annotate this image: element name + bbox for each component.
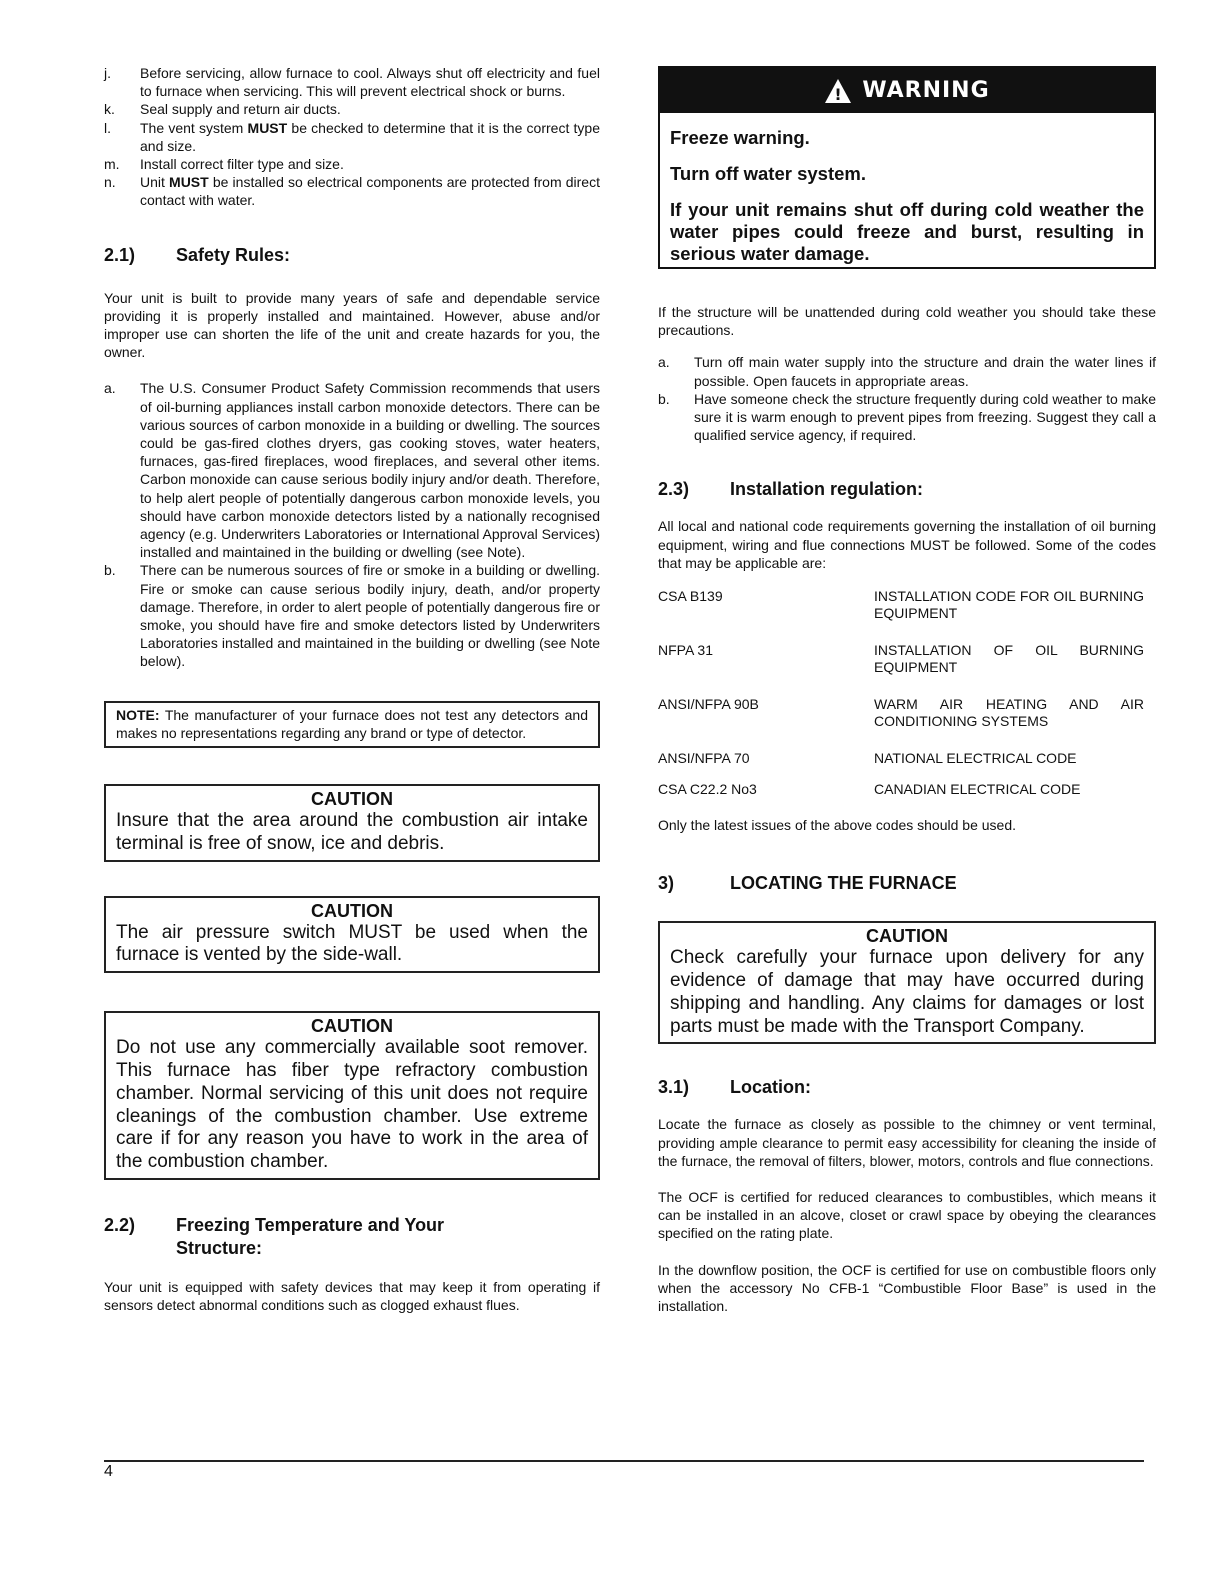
caution-box-delivery: CAUTION Check carefully your furnace upon delivery for any evidence of damage that may have occurred during shipping and handling. Any claims for damages or lost parts must be made with the Transport Company.: [658, 921, 1156, 1044]
table-row: NFPA 31 INSTALLATION OF OIL BURNING EQUIPMENT: [658, 642, 1144, 676]
page-number: 4: [104, 1463, 113, 1480]
list-item: a. The U.S. Consumer Product Safety Commission recommends that users of oil-burning appliances install carbon monoxide detectors. There can be various sources of carbon monoxide in a building or dwelling. The sources could be gas-fired clothes dryers, gas cooking stoves, water heaters, furnaces, gas-fired fireplaces, wood fireplaces, and several other items. Carbon monoxide can cause serious bodily injury and/or death. Therefore, to help alert people of potentially dangerous carbon monoxide levels, you should have carbon monoxide detectors listed by a nationally recognised agency (e.g. Underwriters Laboratories or International Approval Services) installed and maintained in the building or dwelling (see Note).: [104, 380, 600, 561]
location-paragraph: The OCF is certified for reduced clearances to combustibles, which means it can be installed in an alcove, closet or crawl space by obeying the clearances specified on the rating plate.: [658, 1189, 1156, 1242]
list-item: l. The vent system MUST be checked to determine that it is the correct type and size.: [104, 119, 601, 154]
locating-heading: 3) LOCATING THE FURNACE: [658, 873, 957, 894]
list-item: b. There can be numerous sources of fire or smoke in a building or dwelling. Fire or smoke can cause serious bodily injury, death, and/or property damage. Therefore, in order to alert people of potentially dangerous fire or smoke, you should have fire and smoke detectors listed by Underwriters Laboratories installed and maintained in the building or dwelling (see Note below).: [104, 562, 600, 670]
cold-weather-intro: If the structure will be unattended during cold weather you should take these precautions.: [658, 304, 1156, 339]
caution-box-intake: CAUTION Insure that the area around the combustion air intake terminal is free of snow, ice and debris.: [104, 784, 600, 862]
warning-triangle-icon: [824, 78, 852, 104]
safety-rules-heading: 2.1) Safety Rules:: [104, 244, 291, 265]
list-item: m. Install correct filter type and size.: [104, 156, 344, 173]
table-row: ANSI/NFPA 70 NATIONAL ELECTRICAL CODE: [658, 750, 1077, 767]
caution-box-soot-remover: CAUTION Do not use any commercially available soot remover. This furnace has fiber type refractory combustion chamber. Normal servicing of this unit does not require cleanings of the combustion chamber. Use extreme care if for any reason you have to work in the area of the combustion chamber.: [104, 1011, 600, 1180]
list-item: b. Have someone check the structure frequently during cold weather to make sure it is warm enough to prevent pipes from freezing. Suggest they call a qualified service agency, if required.: [658, 390, 1156, 444]
top-list: [104, 64, 600, 210]
warning-banner: [660, 68, 1154, 113]
installation-heading: 2.3) Installation regulation:: [658, 479, 924, 500]
table-row: CSA B139 INSTALLATION CODE FOR OIL BURNING EQUIPMENT: [658, 588, 1144, 622]
warning-exclamation-glyph: !: [834, 84, 842, 104]
location-heading: 3.1) Location:: [658, 1077, 811, 1098]
list-item: a. Turn off main water supply into the structure and drain the water lines if possible. Open faucets in appropriate areas.: [658, 354, 1156, 389]
freezing-heading: 2.2) Freezing Temperature and Your Structure:: [104, 1215, 445, 1259]
warning-label: WARNING: [862, 78, 990, 103]
caution-box-pressure-switch: CAUTION The air pressure switch MUST be used when the furnace is vented by the side-wall.: [104, 896, 600, 974]
location-paragraph: In the downflow position, the OCF is certified for use on combustible floors only when the accessory No CFB-1 “Combustible Floor Base” is used in the installation.: [658, 1261, 1156, 1315]
location-paragraph: Locate the furnace as closely as possible to the chimney or vent terminal, providing ample clearance to permit easy accessibility for cleaning the inside of the furnace, the removal of filters, blower, motors, controls and flue connections.: [658, 1116, 1156, 1169]
installation-text: All local and national code requirements governing the installation of oil burning equipment, wiring and flue connections MUST be followed. Some of the codes that may be applicable are:: [658, 518, 1156, 571]
left-column: [104, 64, 600, 1314]
list-item: j. Before servicing, allow furnace to cool. Always shut off electricity and fuel to furnace when servicing. This will prevent electrical shock or burns.: [104, 65, 600, 100]
safety-list: [104, 379, 600, 670]
note-label: NOTE:: [116, 706, 160, 723]
right-column: [658, 66, 1156, 1315]
codes-table: [658, 588, 1144, 798]
table-row: ANSI/NFPA 90B WARM AIR HEATING AND AIR CONDITIONING SYSTEMS: [658, 696, 1144, 730]
codes-note: Only the latest issues of the above codes should be used.: [658, 817, 1017, 834]
safety-intro: Your unit is built to provide many years of safe and dependable service providing it is properly installed and maintained. However, abuse and/or improper use can shorten the life of the unit and create hazards for you, the owner.: [104, 289, 600, 361]
freeze-warning-box: [658, 66, 1156, 269]
warning-body: Freeze warning. Turn off water system. If your unit remains shut off during cold weather the water pipes could freeze and burst, resulting in serious water damage.: [670, 127, 1144, 264]
cold-weather-list: [658, 353, 1156, 444]
note-box: NOTE: The manufacturer of your furnace does not test any detectors and makes no representations regarding any brand or type of detector.: [104, 701, 600, 748]
list-item: n. Unit MUST be installed so electrical components are protected from direct contact with water.: [104, 174, 600, 209]
footer-divider: [104, 1460, 1144, 1462]
freezing-text: Your unit is equipped with safety devices that may keep it from operating if sensors detect abnormal conditions such as clogged exhaust flues.: [104, 1279, 600, 1314]
table-row: CSA C22.2 No3 CANADIAN ELECTRICAL CODE: [658, 781, 1081, 798]
list-item: k. Seal supply and return air ducts.: [104, 101, 341, 118]
